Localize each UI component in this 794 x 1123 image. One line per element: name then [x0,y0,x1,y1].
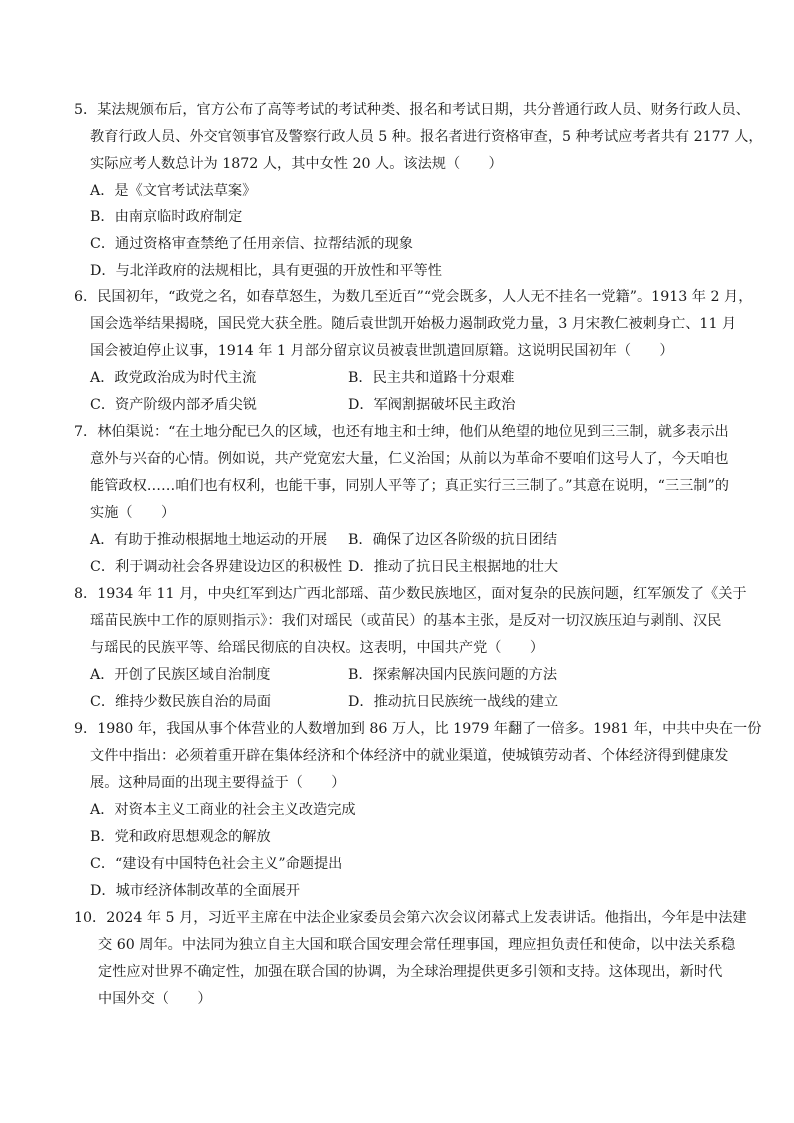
q6-stem-line3: 国会被迫停止议事，1914 年 1 月部分留京议员被袁世凯遣回原籍。这说明民国初年（ ） [90,343,674,359]
q5-stem-line3: 实际应考人数总计为 1872 人，其中女性 20 人。该法规（ ） [90,156,503,172]
q8-stem-line1: 8．1934 年 11 月，中央红军到达广西北部瑶、苗少数民族地区，面对复杂的民族问题，红军颁发了《关于 [74,586,747,602]
q6-option-a: A．政党政治成为时代主流 [90,370,257,386]
q6-option-b: B．民主共和道路十分艰难 [348,370,515,386]
q9-stem-line3: 展。这种局面的出现主要得益于（ ） [90,775,346,791]
q9-option-a: A．对资本主义工商业的社会主义改造完成 [90,802,356,818]
q6-stem-line1: 6．民国初年，“政党之名，如春草怒生，为数几至近百”“党会既多，人人无不挂名一党籍”。1913 年 2 月， [74,289,753,305]
q10-stem-line3: 定性应对世界不确定性，加强在联合国的协调，为全球治理提供更多引领和支持。这体现出，新时代 [98,964,723,980]
q5-stem-line2: 教育行政人员、外交官领事官及警察行政人员 5 种。报名者进行资格审查，5 种考试应考者共有 2177 人， [90,129,763,145]
q6-stem-line2: 国会选举结果揭晓，国民党大获全胜。随后袁世凯开始极力遏制政党力量，3 月宋教仁被刺身亡、11 月 [90,316,737,332]
q8-stem-line2: 瑶苗民族中工作的原则指示》：我们对瑶民（或苗民）的基本主张，是反对一切汉族压迫与剥削、汉民 [90,613,722,629]
q9-stem-line2: 文件中指出：必须着重开辟在集体经济和个体经济中的就业渠道，使城镇劳动者、个体经济得到健康发 [90,748,729,764]
q5-option-a: A．是《文官考试法草案》 [90,183,257,199]
q5-option-c: C．通过资格审查禁绝了任用亲信、拉帮结派的现象 [90,236,413,252]
q7-stem-line1: 7．林伯渠说：“在土地分配已久的区域，也还有地主和士绅，他们从绝望的地位见到三三制，就多表示出 [74,424,729,440]
q7-option-a: A．有助于推动根据地土地运动的开展 [90,532,328,548]
q7-option-d: D．推动了抗日民主根据地的壮大 [348,559,559,575]
q7-option-b: B．确保了边区各阶级的抗日团结 [348,532,558,548]
q10-stem-line1: 10．2024 年 5 月，习近平主席在中法企业家委员会第六次会议闭幕式上发表讲话。他指出，今年是中法建 [74,910,747,926]
q8-option-d: D．推动抗日民族统一战线的建立 [348,694,559,710]
q7-stem-line4: 实施（ ） [90,505,176,521]
q8-option-b: B．探索解决国内民族问题的方法 [348,667,558,683]
q9-stem-line1: 9．1980 年，我国从事个体营业的人数增加到 86 万人，比 1979 年翻了一倍多。1981 年，中共中央在一份 [74,721,762,737]
q7-option-c: C．利于调动社会各界建设边区的积极性 [90,559,343,575]
q5-stem-line1: 5．某法规颁布后，官方公布了高等考试的考试种类、报名和考试日期，共分普通行政人员、财务行政人员、 [74,102,750,118]
q7-stem-line3: 能管政权……咱们也有权利，也能干事，同别人平等了；真正实行三三制了。”其意在说明，“三三制”的 [90,478,729,494]
q9-option-b: B．党和政府思想观念的解放 [90,829,271,845]
q8-option-c: C．维持少数民族自治的局面 [90,694,272,710]
q10-stem-line2: 交 60 周年。中法同为独立自主大国和联合国安理会常任理事国，理应担负责任和使命，以中法关系稳 [98,937,736,953]
q9-option-d: D．城市经济体制改革的全面展开 [90,883,301,899]
q7-stem-line2: 意外与兴奋的心情。例如说，共产党宽宏大量，仁义治国；从前以为革命不要咱们这号人了，今天咱也 [90,451,729,467]
q5-option-d: D．与北洋政府的法规相比，具有更强的开放性和平等性 [90,263,442,279]
q6-option-c: C．资产阶级内部矛盾尖锐 [90,397,257,413]
q9-option-c: C．“建设有中国特色社会主义”命题提出 [90,856,343,872]
q8-stem-line3: 与瑶民的民族平等、给瑶民彻底的自决权。这表明，中国共产党（ ） [90,640,545,656]
q8-option-a: A．开创了民族区域自治制度 [90,667,271,683]
q5-option-b: B．由南京临时政府制定 [90,209,243,225]
q6-option-d: D．军阀割据破坏民主政治 [348,397,516,413]
q10-stem-line4: 中国外交（ ） [98,991,212,1007]
